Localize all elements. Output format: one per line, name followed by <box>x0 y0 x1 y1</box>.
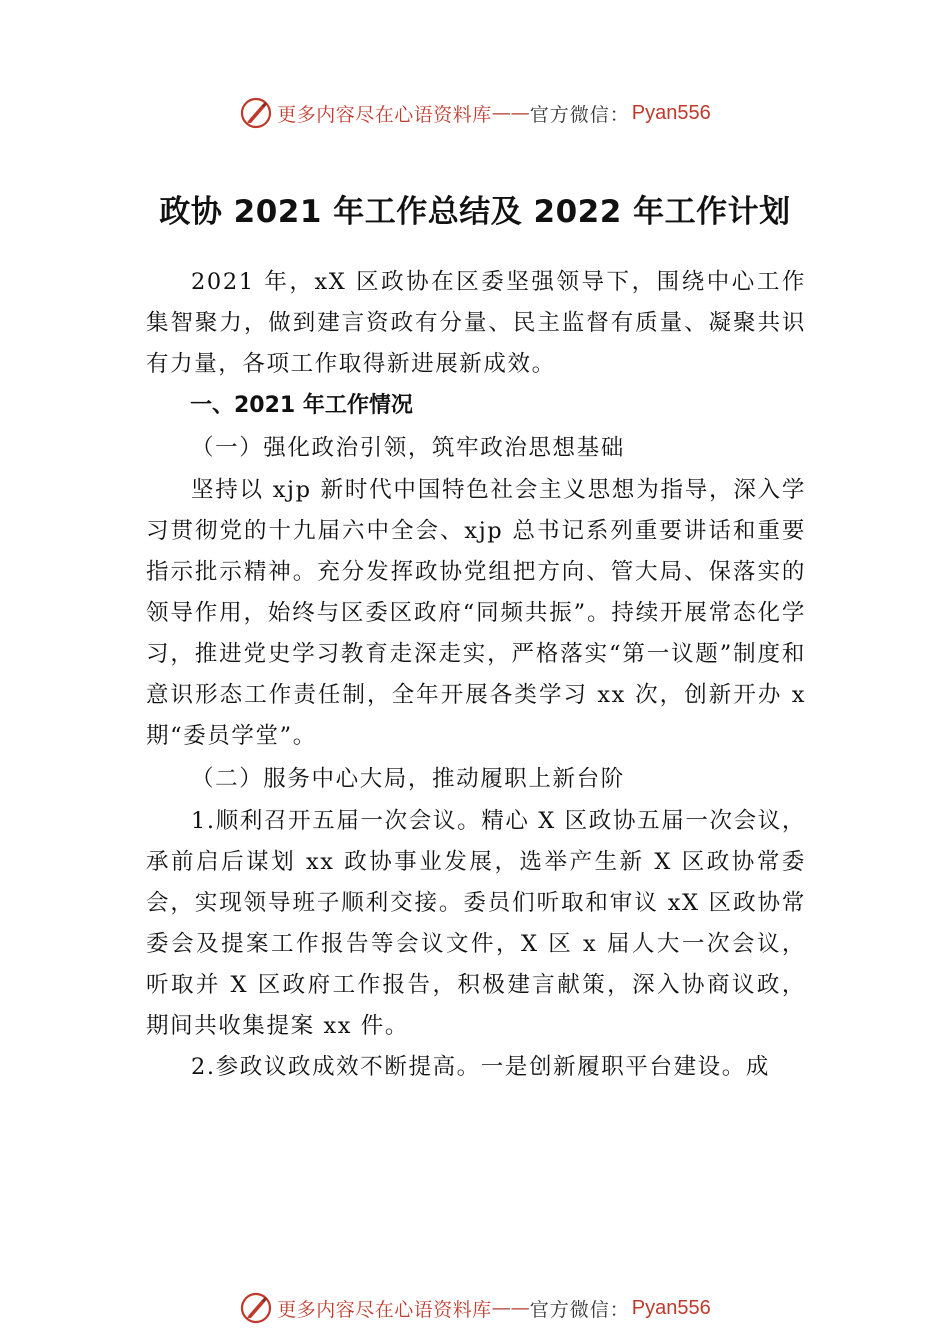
banner-wechat-label: 官方微信： <box>529 1298 630 1321</box>
brush-pen-seal-icon <box>239 1291 273 1325</box>
subsection-heading-serve-center: （二）服务中心大局，推动履职上新台阶 <box>191 766 625 792</box>
banner-separator: —— <box>491 1297 530 1319</box>
banner-wechat-id: Pyan556 <box>631 101 711 124</box>
subsection-heading-political-guidance: （一）强化政治引领，筑牢政治思想基础 <box>191 435 625 461</box>
footer-watermark-banner <box>0 1288 950 1328</box>
banner-text: 更多内容尽在心语资料库 <box>277 1298 492 1321</box>
header-watermark-banner <box>0 93 950 133</box>
item-2-paragraph: 2.参政议政成效不断提高。一是创新履职平台建设。成 <box>191 1054 770 1080</box>
banner-wechat-id: Pyan556 <box>631 1296 711 1319</box>
brush-pen-seal-icon <box>239 96 273 130</box>
banner-wechat-label: 官方微信： <box>529 103 630 126</box>
document-title: 政协 2021 年工作总结及 2022 年工作计划 <box>159 194 791 230</box>
banner-separator: —— <box>491 102 530 124</box>
political-guidance-paragraph: 坚持以 xjp 新时代中国特色社会主义思想为指导，深入学习贯彻党的十九届六中全会、xjp 总书记系列重要讲话和重要指示批示精神。充分发挥政协党组把方向、管大局、保落实的领导作用，始终与区委区政府“同频共振”。持续开展常态化学习，推进党史学习教育走深走实，严格落实“第一议题”制度和意识形态工作责任制，全年开展各类学习 xx 次，创新开办 x 期“委员学堂”。 <box>146 477 806 749</box>
section-heading-2021-work: 一、2021 年工作情况 <box>190 393 413 418</box>
banner-text: 更多内容尽在心语资料库 <box>277 103 492 126</box>
item-1-paragraph: 1.顺利召开五届一次会议。精心 X 区政协五届一次会议，承前启后谋划 xx 政协事业发展，选举产生新 X 区政协常委会，实现领导班子顺利交接。委员们听取和审议 xX 区政协常委会及提案工作报告等会议文件，X 区 x 届人大一次会议，听取并 X 区政府工作报告，积极建言献策，深入协商议政，期间共收集提案 xx 件。 <box>146 808 806 1039</box>
intro-paragraph: 2021 年，xX 区政协在区委坚强领导下，围绕中心工作集智聚力，做到建言资政有分量、民主监督有质量、凝聚共识有力量，各项工作取得新进展新成效。 <box>146 269 806 377</box>
document-body <box>146 262 806 1088</box>
